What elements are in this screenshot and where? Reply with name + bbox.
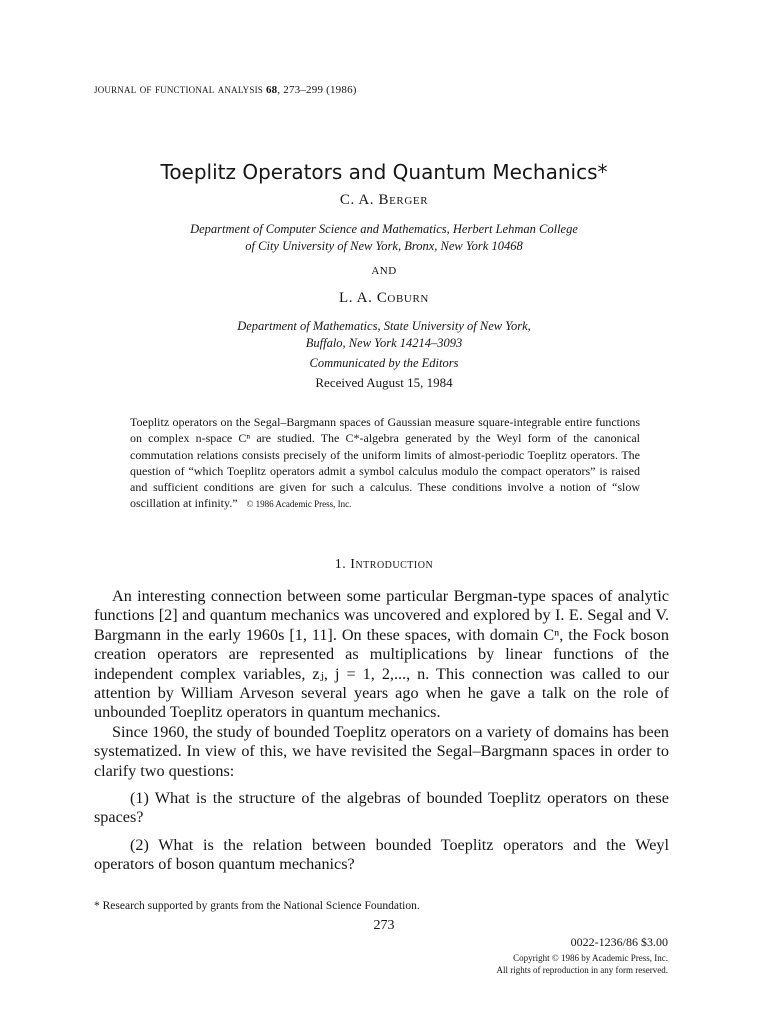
body-text [94, 587, 669, 875]
author-2-surname: Coburn [376, 290, 429, 306]
journal-pages-year: 273–299 (1986) [283, 84, 357, 96]
affiliation-1-line2: of City University of New York, Bronx, New York 10468 [245, 239, 523, 253]
author-2-initials: L. A. [339, 290, 373, 306]
copyright-line-1: Copyright © 1986 by Academic Press, Inc. [513, 953, 668, 963]
paper-title: Toeplitz Operators and Quantum Mechanics* [160, 160, 608, 184]
section-heading [0, 557, 768, 573]
received-date: Received August 15, 1984 [315, 375, 453, 390]
communicated-by: Communicated by the Editors [309, 356, 459, 370]
affiliation-2 [100, 318, 668, 352]
author-1-surname: Berger [378, 192, 429, 208]
author-1-initials: C. A. [339, 192, 375, 208]
footnote: * Research supported by grants from the National Science Foundation. [94, 900, 420, 912]
affiliation-2-line1: Department of Mathematics, State University of New York, [237, 319, 531, 333]
section-number: 1. [334, 557, 347, 572]
abstract [130, 414, 640, 513]
author-1 [100, 192, 668, 209]
page-number: 273 [373, 918, 395, 933]
section-title: Introduction [350, 557, 434, 572]
paragraph-1: An interesting connection between some particular Bergman-type spaces of analytic functions [2] and quantum mechanics was uncovered and explored by I. E. Segal and V. Bargmann in the early 1960s [1, 11]. On these spaces, with domain Cⁿ, the Fock boson creation operators are represented as multiplications by linear functions of the independent complex variables, zⱼ, j = 1, 2,..., n. This connection was called to our attention by William Arveson several years ago when he gave a talk on the role of unbounded Toeplitz operators in quantum mechanics. [94, 587, 669, 722]
question-1: (1) What is the structure of the algebras of bounded Toeplitz operators on these spaces? [94, 789, 669, 827]
copyright-line-2: All rights of reproduction in any form reserved. [496, 965, 668, 975]
journal-header: journal of functional analysis 68, 273–299 (1986) [94, 82, 357, 96]
and-word: AND [371, 265, 397, 277]
author-2 [100, 290, 668, 307]
journal-name: journal of functional analysis [94, 82, 263, 96]
paragraph-2: Since 1960, the study of bounded Toeplitz operators on a variety of domains has been systematized. In view of this, we have revisited the Segal–Bargmann spaces in order to clarify two questions: [94, 722, 669, 780]
publisher-codes [497, 936, 668, 976]
abstract-text: Toeplitz operators on the Segal–Bargmann spaces of Gaussian measure square-integrable entire functions on complex n-space Cⁿ are studied. The C*-algebra generated by the Weyl form of the canonical commutation relations consists precisely of the uniform limits of almost-periodic Toeplitz operators. The question of “which Toeplitz operators admit a symbol calculus modulo the compact operators” is raised and sufficient conditions are given for such a calculus. These conditions involve a notion of “slow oscillation at infinity.” [130, 415, 640, 511]
affiliation-2-line2: Buffalo, New York 14214–3093 [305, 336, 463, 350]
affiliation-1-line1: Department of Computer Science and Mathematics, Herbert Lehman College [190, 222, 578, 236]
issn-code: 0022-1236/86 $3.00 [570, 935, 668, 949]
affiliation-1 [100, 221, 668, 255]
journal-volume: 68 [265, 84, 278, 96]
question-2: (2) What is the relation between bounded Toeplitz operators and the Weyl operators of boson quantum mechanics? [94, 835, 669, 874]
abstract-copyright: © 1986 Academic Press, Inc. [246, 499, 352, 510]
